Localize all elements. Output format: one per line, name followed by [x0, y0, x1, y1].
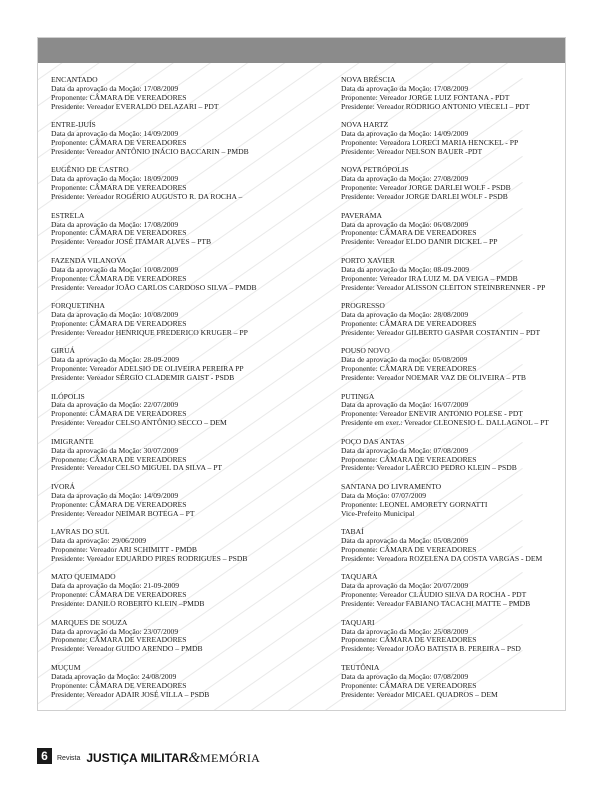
municipality-name: TAQUARA — [341, 572, 378, 582]
municipality-name: NOVA BRÉSCIA — [341, 75, 396, 84]
entry-detail-line: Proponente: CÂMARA DE VEREADORES — [51, 273, 187, 283]
entry-detail-line: Proponente: CÂMARA DE VEREADORES — [341, 318, 477, 328]
municipality-entry — [51, 619, 281, 655]
approval-date: Data da aprovação da Moção: 25/08/2009 — [341, 626, 469, 636]
municipality-name: FAZENDA VILANOVA — [51, 255, 127, 265]
entry-detail-line: Proponente: CÂMARA DE VEREADORES — [51, 680, 187, 690]
municipality-name: ILÓPOLIS — [51, 391, 85, 401]
municipality-entry — [341, 257, 566, 293]
approval-date: Data da aprovação da Moção: 16/07/2009 — [341, 400, 469, 410]
municipality-entry — [51, 528, 281, 564]
entry-detail-line: Presidente: Vereador SÉRGIO CLADEMIR GAIST - PSDB — [51, 373, 235, 383]
entry-detail-line: Presidente: Vereador EVERALDO DELAZARI – PDT — [51, 101, 219, 111]
municipality-entry — [341, 664, 566, 700]
municipality-name: PROGRESSO — [341, 301, 385, 311]
entry-detail-line: Proponente: Vereador ARI SCHIMITT - PMDB — [51, 545, 197, 554]
approval-date: Data da aprovação da Moção: 23/07/2009 — [51, 626, 179, 636]
municipality-entry — [341, 483, 566, 519]
entry-detail-line: Presidente: Vereador ALISSON CLEITON STEINBRENNER - PP — [341, 282, 546, 292]
municipality-name: ENCANTADO — [51, 75, 98, 84]
entry-detail-line: Proponente: CÂMARA DE VEREADORES — [51, 138, 187, 148]
entry-detail-line: Presidente: Vereador JOÃO CARLOS CARDOSO SILVA – PMDB — [51, 282, 257, 292]
municipality-name: TABAÍ — [341, 527, 364, 537]
right-column — [341, 76, 566, 709]
municipality-entry — [341, 438, 566, 474]
municipality-name: ENTRE-IJUÍS — [51, 120, 96, 130]
entry-detail-line: Presidente: Vereador MICAEL QUADROS – DEM — [341, 689, 498, 699]
municipality-entry — [51, 302, 281, 338]
municipality-entry — [341, 528, 566, 564]
municipality-entry — [51, 166, 281, 202]
entry-detail-line: Presidente: Vereador NOEMAR VAZ DE OLIVEIRA – PTB — [341, 373, 526, 383]
entry-detail-line: Proponente: CÂMARA DE VEREADORES — [51, 228, 187, 238]
municipality-entry — [51, 438, 281, 474]
entry-detail-line: Presidente: Vereador ELDO DANIR DICKEL – PP — [341, 237, 498, 247]
approval-date: Data da aprovação da Moção: 17/08/2009 — [51, 83, 179, 93]
entry-detail-line: Presidente: Vereador JORGE DARLEI WOLF - PSDB — [341, 192, 508, 202]
entry-detail-line: Proponente: CÂMARA DE VEREADORES — [51, 499, 187, 509]
approval-date: Data da aprovação da Moção: 07/08/2009 — [341, 671, 469, 681]
approval-date: Data da aprovação da Moção: 14/09/2009 — [51, 129, 179, 139]
entry-detail-line: Proponente: LEONEL AMORETY GORNATTI — [341, 499, 488, 509]
approval-date: Data da aprovação da Moção: 22/07/2009 — [51, 400, 179, 410]
municipality-name: POUSO NOVO — [341, 346, 390, 356]
municipality-entry — [51, 664, 281, 700]
municipality-entry — [341, 121, 566, 157]
entry-detail-line: Proponente: CÂMARA DE VEREADORES — [341, 454, 477, 464]
entry-detail-line: Presidente: Vereador EDUARDO PIRES RODRIGUES – PSDB — [51, 553, 248, 563]
municipality-entry — [51, 573, 281, 609]
entry-detail-line: Presidente: Vereador CELSO ANTÔNIO SECCO – DEM — [51, 418, 227, 428]
page-frame — [37, 37, 566, 711]
municipality-name: POÇO DAS ANTAS — [341, 436, 405, 446]
approval-date: Data da aprovação da Moção: 30/07/2009 — [51, 445, 179, 455]
entry-detail-line: Presidente: Vereador GILBERTO GASPAR COSTANTIN – PDT — [341, 327, 541, 337]
entry-detail-line: Presidente: Vereador NEIMAR BOTEGA – PT — [51, 508, 195, 518]
entry-detail-line: Presidente em exer.: Vereador CLEONESIO L. DALLAGNOL – PT — [341, 418, 549, 428]
municipality-name: TEUTÔNIA — [341, 662, 380, 672]
approval-date: Data de aprovação da moção: 05/08/2009 — [341, 355, 468, 365]
entry-detail-line: Presidente: Vereador CELSO MIGUEL DA SILVA – PT — [51, 463, 223, 473]
approval-date: Data da Moção: 07/07/2009 — [341, 490, 426, 500]
municipality-entry — [341, 347, 566, 383]
municipality-entry — [341, 166, 566, 202]
municipality-name: IMIGRANTE — [51, 436, 94, 446]
entry-detail-line: Proponente: Vereador JORGE DARLEI WOLF - PSDB — [341, 183, 511, 193]
municipality-entry — [51, 212, 281, 248]
approval-date: Data da aprovação da Moção: 20/07/2009 — [341, 581, 469, 591]
municipality-entry — [341, 302, 566, 338]
approval-date: Data da aprovação da Moção: 05/08/2009 — [341, 536, 469, 546]
entry-detail-line: Proponente: Vereador CLÁUDIO SILVA DA ROCHA - PDT — [341, 590, 527, 600]
municipality-entry — [51, 347, 281, 383]
entry-detail-line: Proponente: CÂMARA DE VEREADORES — [341, 228, 477, 238]
entry-detail-line: Proponente: CÂMARA DE VEREADORES — [341, 680, 477, 690]
approval-date: Data da aprovação da Moção: 10/08/2009 — [51, 310, 179, 319]
entry-detail-line: Presidente: Vereador RODRIGO ANTONIO VIECELI – PDT — [341, 101, 530, 111]
brand-memoria: MEMÓRIA — [200, 750, 261, 765]
approval-date: Data da aprovação da Moção: 28/08/2009 — [341, 310, 469, 319]
entry-detail-line: Proponente: CÂMARA DE VEREADORES — [51, 92, 187, 102]
entry-detail-line: Presidente: DANILO ROBERTO KLEIN –PMDB — [51, 599, 205, 609]
magazine-brand — [57, 749, 260, 767]
entry-detail-line: Presidente: Vereador ANTÔNIO INÁCIO BACCARIN – PMDB — [51, 146, 249, 156]
entry-detail-line: Presidente: Vereador ADAIR JOSÉ VILLA – PSDB — [51, 689, 210, 699]
municipality-name: PAVERAMA — [341, 210, 382, 220]
municipality-entry — [341, 393, 566, 429]
municipality-entry — [341, 573, 566, 609]
approval-date: Data da aprovação: 29/06/2009 — [51, 536, 147, 546]
entry-detail-line: Proponente: Vereador ADELSIO DE OLIVEIRA PEREIRA PP — [51, 364, 244, 374]
left-column — [51, 76, 281, 709]
municipality-name: SANTANA DO LIVRAMENTO — [341, 481, 442, 491]
municipality-entry — [51, 483, 281, 519]
municipality-entry — [51, 393, 281, 429]
approval-date: Data da aprovação da Moção: 08-09-2009 — [341, 264, 469, 274]
brand-justica-militar: JUSTIÇA MILITAR — [86, 751, 189, 766]
municipality-name: NOVA HARTZ — [341, 120, 389, 130]
approval-date: Data da aprovação da Moção: 07/08/2009 — [341, 445, 469, 455]
approval-date: Data da aprovação da Moção: 28-09-2009 — [51, 355, 179, 365]
entry-detail-line: Presidente: Vereador JOÃO BATISTA B. PEREIRA – PSD — [341, 644, 521, 654]
municipality-name: GIRUÁ — [51, 346, 76, 356]
entry-detail-line: Proponente: CÂMARA DE VEREADORES — [51, 454, 187, 464]
entry-detail-line: Presidente: Vereador NELSON BAUER -PDT — [341, 146, 483, 156]
municipality-name: IVORÁ — [51, 481, 76, 491]
approval-date: Datada aprovação da Moção: 24/08/2009 — [51, 671, 177, 681]
entry-detail-line: Proponente: Vereador JORGE LUIZ FONTANA - PDT — [341, 92, 510, 102]
approval-date: Data da aprovação da Moção: 10/08/2009 — [51, 264, 179, 274]
municipality-name: MATO QUEIMADO — [51, 572, 116, 582]
approval-date: Data da aprovação da Moção: 17/08/2009 — [341, 83, 469, 93]
entry-detail-line: Presidente: Vereador ROGÉRIO AUGUSTO R. DA ROCHA – — [51, 192, 243, 202]
brand-ampersand: & — [188, 749, 201, 766]
approval-date: Data da aprovação da Moção: 17/08/2009 — [51, 219, 179, 229]
entry-detail-line: Proponente: Vereadora LORECI MARIA HENCKEL - PP — [341, 138, 519, 148]
municipality-name: NOVA PETRÓPOLIS — [341, 165, 409, 175]
entry-detail-line: Presidente: Vereador LAÉRCIO PEDRO KLEIN – PSDB — [341, 463, 517, 473]
municipality-entry — [341, 212, 566, 248]
header-band — [38, 38, 565, 63]
entry-detail-line: Proponente: CÂMARA DE VEREADORES — [51, 409, 187, 419]
municipality-name: LAVRAS DO SUL — [51, 527, 110, 537]
entry-detail-line: Proponente: Vereador ENEVIR ANTONIO POLESE - PDT — [341, 409, 523, 419]
municipality-name: MARQUES DE SOUZA — [51, 617, 128, 627]
municipality-entry — [341, 619, 566, 655]
approval-date: Data da aprovação da Moção: 14/09/2009 — [341, 129, 469, 139]
entry-detail-line: Proponente: CÂMARA DE VEREADORES — [51, 590, 187, 600]
entry-detail-line: Proponente: CÂMARA DE VEREADORES — [51, 318, 187, 328]
entry-detail-line: Presidente: Vereadora ROZELENA DA COSTA VARGAS - DEM — [341, 553, 543, 563]
page-footer — [37, 748, 287, 764]
entry-detail-line: Proponente: CÂMARA DE VEREADORES — [341, 364, 477, 374]
municipality-name: TAQUARI — [341, 617, 375, 627]
entry-detail-line: Vice-Prefeito Municipal — [341, 508, 415, 518]
entry-detail-line: Presidente: Vereador FABIANO TACACHI MATTE – PMDB — [341, 599, 531, 609]
entry-detail-line: Proponente: CÂMARA DE VEREADORES — [51, 635, 187, 645]
entry-detail-line: Presidente: Vereador JOSÉ ITAMAR ALVES – PTB — [51, 237, 212, 247]
municipality-name: FORQUETINHA — [51, 301, 105, 311]
municipality-entry — [51, 121, 281, 157]
municipality-name: PORTO XAVIER — [341, 255, 395, 265]
approval-date: Data da aprovação da Moção: 21-09-2009 — [51, 581, 179, 591]
entry-detail-line: Proponente: CÂMARA DE VEREADORES — [341, 635, 477, 645]
entry-detail-line: Proponente: CÂMARA DE VEREADORES — [51, 183, 187, 193]
municipality-entry — [51, 76, 281, 112]
municipality-entry — [51, 257, 281, 293]
approval-date: Data da aprovação da Moção: 06/08/2009 — [341, 219, 469, 229]
approval-date: Data da aprovação da Moção: 27/08/2009 — [341, 174, 469, 184]
approval-date: Data da aprovação da Moção: 14/09/2009 — [51, 490, 179, 500]
municipality-name: MUÇUM — [51, 662, 81, 672]
municipality-entry — [341, 76, 566, 112]
entry-detail-line: Proponente: Vereador IRA LUIZ M. DA VEIGA – PMDB — [341, 273, 518, 283]
municipality-name: PUTINGA — [341, 391, 375, 401]
entry-detail-line: Presidente: Vereador HENRIQUE FREDERICO KRUGER – PP — [51, 327, 248, 337]
municipality-name: EUGÊNIO DE CASTRO — [51, 165, 129, 175]
municipality-name: ESTRELA — [51, 210, 85, 220]
approval-date: Data da aprovação da Moção: 18/09/2009 — [51, 174, 179, 184]
entry-detail-line: Proponente: CÂMARA DE VEREADORES — [341, 545, 477, 554]
page-number: 6 — [37, 748, 52, 764]
brand-revista: Revista — [57, 754, 81, 762]
entry-detail-line: Presidente: Vereador GUIDO ARENDO – PMDB — [51, 644, 203, 654]
